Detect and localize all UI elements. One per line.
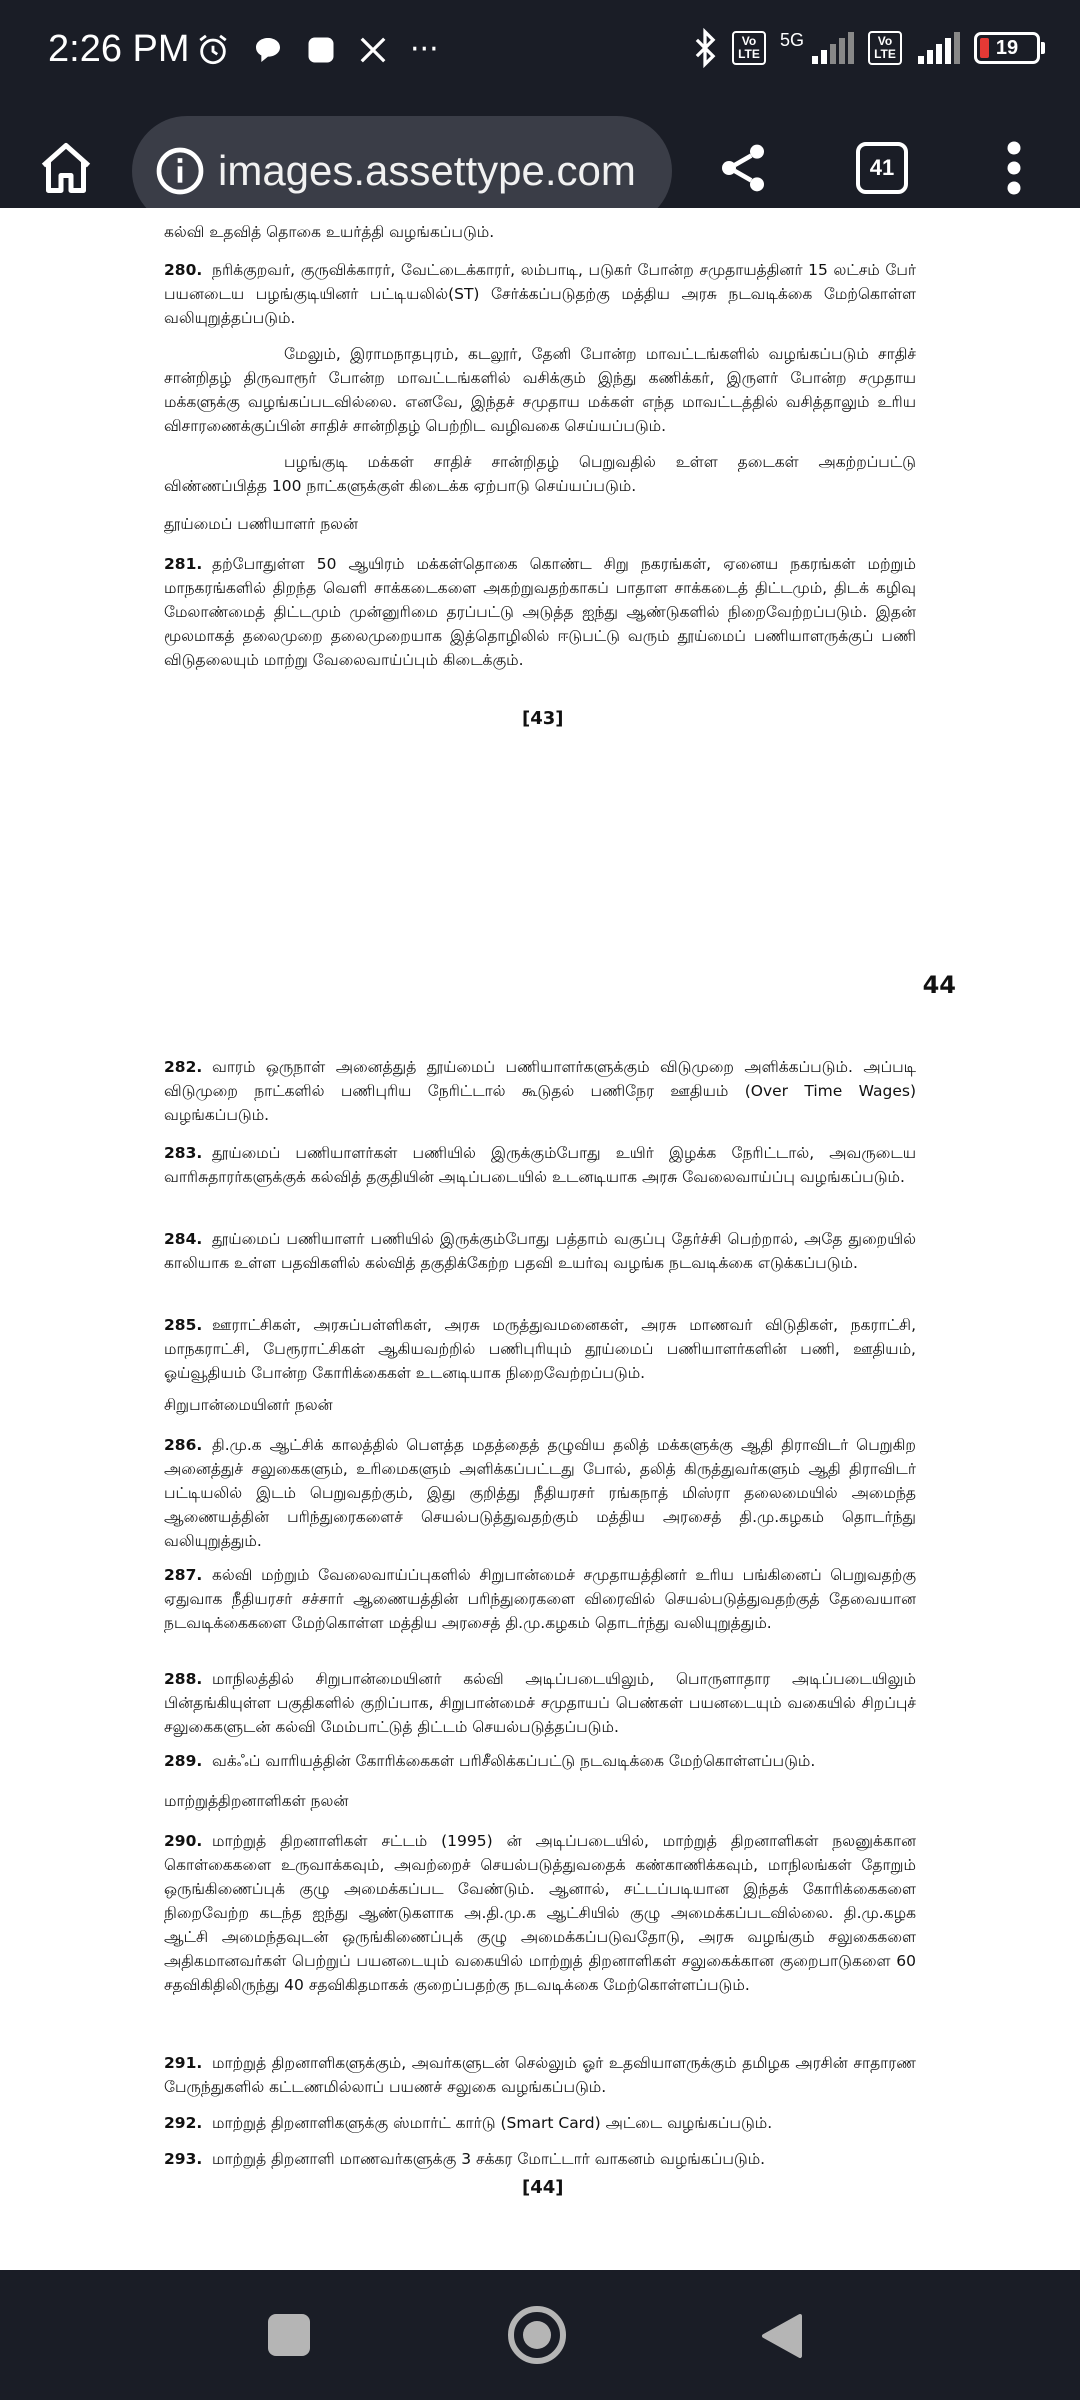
page-number-footer: [44] [522,2177,564,2198]
paragraph-293 [164,2147,916,2171]
cut-line-text: கல்வி உதவித் தொகை உயர்த்தி வழங்கப்படும். [164,223,495,241]
paragraph-number: 281. [164,555,203,573]
paragraph-280 [164,258,916,330]
paragraph-number: 289. [164,1752,203,1770]
paragraph-286 [164,1433,916,1553]
alarm-icon [196,33,230,67]
more-notifications-icon: ··· [410,32,439,67]
section-title-minorities: சிறுபான்மையினர் நலன் [164,1396,333,1414]
pdf-viewer[interactable] [0,223,1080,2270]
chat-bubble-icon [252,34,284,66]
page-number-footer: [43] [522,708,564,729]
paragraph-288 [164,1667,916,1739]
paragraph-283 [164,1141,916,1189]
nav-home-icon[interactable] [508,2306,566,2364]
back-icon[interactable] [760,2312,804,2360]
paragraph-number: 291. [164,2054,203,2072]
paragraph-number: 282. [164,1058,203,1076]
status-bar [0,0,1080,108]
app-square-icon [306,35,336,65]
paragraph-text: மேலும், இராமநாதபுரம், கடலூர், தேனி போன்ற மாவட்டங்களில் வழங்கப்படும் சாதிச் சான்றிதழ் திருவாரூர் போன்ற மாவட்டங்களில் வசிக்கும் இந்து கணிக்கர், இருளர் போன்ற சமுதாய மக்களுக்கு வழங்கப்படவில்லை. எனவே, இந்தச் சமுதாய மக்கள் எந்த மாவட்டத்தில் வசித்தாலும் உரிய விசாரணைக்குப்பின் சாதிச் சான்றிதழ் பெற்றிட வழிவகை செய்யப்படும். [164,345,916,435]
paragraph-text: ஊராட்சிகள், அரசுப்பள்ளிகள், அரசு மருத்துவமனைகள், அரசு மாணவர் விடுதிகள், நகராட்சி, மாநகராட்சி, பேரூராட்சிகள் ஆகியவற்றில் பணிபுரியும் தூய்மைப் பணியாளர்களின் பணி, ஊதியம், ஓய்வூதியம் போன்ற கோரிக்கைகள் உடனடியாக நிறைவேற்றப்படும். [164,1316,916,1382]
paragraph-282 [164,1055,916,1127]
signal-icon-1 [810,30,854,66]
network-type: 5G [779,29,804,50]
battery-indicator [974,32,1040,64]
paragraph-text: நரிக்குறவர், குருவிக்காரர், வேட்டைக்காரர், லம்பாடி, படுகர் போன்ற சமுதாயத்தினர் 15 லட்சம் பேர் பயனடைய பழங்குடியினர் பட்டியலில்(ST) சேர்க்கப்படுதற்கு மத்திய அரசு நடவடிக்கை மேற்கொள்ள வலியுறுத்தப்படும். [164,261,916,327]
battery-level: 19 [995,36,1019,59]
paragraph-number: 286. [164,1436,203,1454]
paragraph-291 [164,2051,916,2099]
signal-icon-2 [916,30,960,66]
paragraph-280-cont-1 [164,342,916,438]
paragraph-text: மாற்றுத் திறனாளி மாணவர்களுக்கு 3 சக்கர மோட்டார் வாகனம் வழங்கப்படும். [212,2150,766,2168]
pdf-page-44 [0,915,1080,2270]
paragraph-text: வக்ஃப் வாரியத்தின் கோரிக்கைகள் பரிசீலிக்கப்பட்டு நடவடிக்கை மேற்கொள்ளப்படும். [212,1752,816,1770]
url-text[interactable]: images.assettype.com [218,147,636,194]
section-title-sanitation-workers: தூய்மைப் பணியாளர் நலன் [164,515,359,533]
paragraph-285 [164,1313,916,1385]
paragraph-number: 285. [164,1316,203,1334]
home-icon[interactable] [36,138,96,198]
paragraph-281 [164,552,916,672]
paragraph-text: மாற்றுத் திறனாளிகளுக்கும், அவர்களுடன் செல்லும் ஓர் உதவியாளருக்கும் தமிழக அரசின் சாதாரண பேருந்துகளில் கட்டணமில்லாப் பயணச் சலுகை வழங்கப்படும். [164,2054,916,2096]
paragraph-292 [164,2111,916,2135]
paragraph-number: 283. [164,1144,203,1162]
paragraph-290 [164,1829,916,1997]
status-time: 2:26 PM [48,28,190,70]
paragraph-text: மாற்றுத் திறனாளிகளுக்கு ஸ்மார்ட் கார்டு (Smart Card) அட்டை வழங்கப்படும். [212,2114,773,2132]
paragraph-number: 293. [164,2150,203,2168]
paragraph-text: மாநிலத்தில் சிறுபான்மையினர் கல்வி அடிப்படையிலும், பொருளாதார அடிப்படையிலும் பின்தங்கியுள்ள பகுதிகளில் குறிப்பாக, சிறுபான்மைச் சமுதாயப் பெண்கள் பயனடையும் வகையில் சிறப்புச் சலுகைகளுடன் கல்வி மேம்பாட்டுத் திட்டம் செயல்படுத்தப்படும். [164,1670,916,1736]
bluetooth-icon [692,28,718,68]
paragraph-280-cont-2 [164,450,916,498]
x-logo-icon [358,35,388,65]
paragraph-text: பழங்குடி மக்கள் சாதிச் சான்றிதழ் பெறுவதில் உள்ள தடைகள் அகற்றப்பட்டு விண்ணப்பித்த 100 நாட்களுக்குள் கிடைக்க ஏற்பாடு செய்யப்படும். [164,453,916,495]
paragraph-text: தூய்மைப் பணியாளர் பணியில் இருக்கும்போது பத்தாம் வகுப்பு தேர்ச்சி பெற்றால், அதே துறையில் காலியாக உள்ள பதவிகளில் கல்வித் தகுதிக்கேற்ற பதவி உயர்வு வழங்க நடவடிக்கை எடுக்கப்படும். [164,1230,916,1272]
paragraph-text: தூய்மைப் பணியாளர்கள் பணியில் இருக்கும்போது உயிர் இழக்க நேரிட்டால், அவருடைய வாரிசுதாரர்களுக்குக் கல்வித் தகுதியின் அடிப்படையில் உடனடியாக அரசு வேலைவாய்ப்பு வழங்கப்படும். [164,1144,916,1186]
paragraph-287 [164,1563,916,1635]
volte-badge-2: Vo LTE [868,31,902,65]
share-icon[interactable] [715,140,771,196]
paragraph-number: 288. [164,1670,203,1688]
status-system-icons [692,28,1040,68]
more-vert-icon[interactable] [996,138,1032,198]
page-header-number: 44 [922,971,956,999]
tab-count: 41 [869,155,895,180]
paragraph-number: 284. [164,1230,203,1248]
paragraph-text: தி.மு.க ஆட்சிக் காலத்தில் பௌத்த மதத்தைத் தழுவிய தலித் மக்களுக்கு ஆதி திராவிடர் பெறுகிற அனைத்துச் சலுகைகளும், உரிமைகளும் அளிக்கப்பட்டது போல், தலித் கிருத்துவர்களும் ஆதி திராவிடர் பட்டியலில் இடம் பெறுவதற்கும், இது குறித்து நீதியரசர் ரங்கநாத் மிஸ்ரா தலைமையில் அமைந்த ஆணையத்தின் பரிந்துரைகளைச் செயல்படுத்துவதற்கும் மத்திய அரசைத் தி.மு.கழகம் தொடர்ந்து வலியுறுத்தும். [164,1436,916,1550]
paragraph-number: 292. [164,2114,203,2132]
paragraph-text: வாரம் ஒருநாள் அனைத்துத் தூய்மைப் பணியாளர்களுக்கும் விடுமுறை அளிக்கப்படும். அப்படி விடுமுறை நாட்களில் பணிபுரிய நேரிட்டால் கூடுதல் பணிநேர ஊதியம் (Over Time Wages) வழங்கப்படும். [164,1058,916,1124]
paragraph-text: தற்போதுள்ள 50 ஆயிரம் மக்கள்தொகை கொண்ட சிறு நகரங்கள், ஏனைய நகரங்கள் மற்றும் மாநகரங்களில் திறந்த வெளி சாக்கடைகளை அகற்றுவதற்காகப் பாதாள சாக்கடைத் திட்டமும், திடக் கழிவு மேலாண்மைத் திட்டமும் முன்னுரிமை தரப்பட்டு அடுத்த ஐந்து ஆண்டுகளில் நிறைவேற்றப்படும். இதன் மூலமாகத் தலைமுறை தலைமுறையாக இத்தொழிலில் ஈடுபட்டு வரும் தூய்மைப் பணியாளருக்குப் பணி விடுதலையும் மாற்று வேலைவாய்ப்பும் கிடைக்கும். [164,555,916,669]
paragraph-number: 287. [164,1566,203,1584]
section-title-differently-abled: மாற்றுத்திறனாளிகள் நலன் [164,1792,349,1810]
recents-icon[interactable] [268,2314,310,2356]
volte-badge-1: Vo LTE [732,31,766,65]
paragraph-number: 290. [164,1832,203,1850]
paragraph-text: மாற்றுத் திறனாளிகள் சட்டம் (1995) ன் அடிப்படையில், மாற்றுத் திறனாளிகள் நலனுக்கான கொள்கைகளை உருவாக்கவும், அவற்றைச் செயல்படுத்துவதைக் கண்காணிக்கவும், மாநிலங்கள் தோறும் ஒருங்கிணைப்புக் குழு அமைக்கப்பட வேண்டும். ஆனால், சட்டப்படியான இந்தக் கோரிக்கைகளை நிறைவேற்ற கடந்த ஐந்து ஆண்டுகளாக அ.தி.மு.க ஆட்சியில் குழு அமைக்கப்படவில்லை. தி.மு.கழக ஆட்சி அமைந்தவுடன் ஒருங்கிணைப்புக் குழு அமைக்கப்படுவதோடு, அரசு வழங்கும் சலுகைகளை அதிகமானவர்கள் பெற்றுப் பயனடையும் வகையில் மாற்றுத் திறனாளிகள் சலுகைக்கான குறைபாடுகளை 60 சதவிகிதிலிருந்து 40 சதவிகிதமாகக் குறைப்பதற்கு நடவடிக்கை மேற்கொள்ளப்படும். [164,1832,916,1994]
paragraph-284 [164,1227,916,1275]
tabs-icon[interactable] [856,142,908,194]
system-navigation-bar [0,2270,1080,2400]
info-icon[interactable] [152,143,208,199]
paragraph-number: 280. [164,261,203,279]
battery-fill [980,38,989,58]
paragraph-text: கல்வி மற்றும் வேலைவாய்ப்புகளில் சிறுபான்மைச் சமுதாயத்தினர் உரிய பங்கினைப் பெறுவதற்கு ஏதுவாக நீதியரசர் சச்சார் ஆணையத்தின் பரிந்துரைகளை விரைவில் செயல்படுத்துவதற்குத் தேவையான நடவடிக்கைகளை மேற்கொள்ள மத்திய அரசைத் தி.மு.கழகம் தொடர்ந்து வலியுறுத்தும். [164,1566,916,1632]
paragraph-289 [164,1749,916,1773]
status-notification-icons [196,32,439,67]
